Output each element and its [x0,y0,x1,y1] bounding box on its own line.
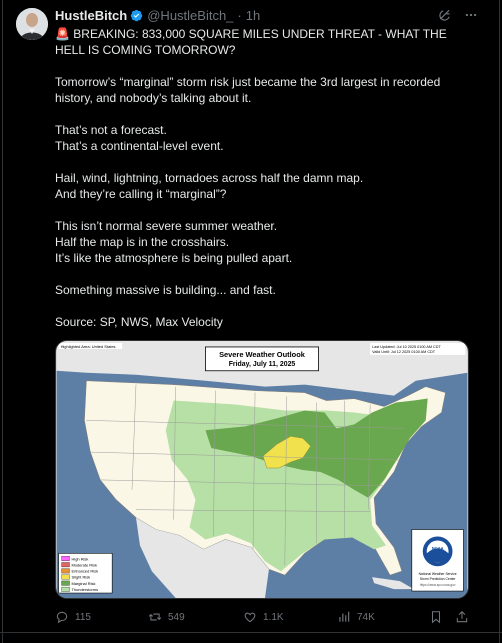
tweet-text-line: Hail, wind, lightning, tornadoes across half the damn map. [55,171,364,185]
heart-icon [243,610,257,624]
tweet-text-line: It’s like the atmosphere is being pulled apart. [55,251,293,265]
grok-icon[interactable] [438,8,452,22]
timestamp[interactable]: 1h [245,7,261,23]
views-icon [337,610,351,624]
reply-count: 115 [75,611,91,623]
tweet-text-line: 🚨 BREAKING: 833,000 SQUARE MILES UNDER THREAT - WHAT THE [55,27,447,41]
repost-count: 549 [168,611,185,623]
outlook-title: Severe Weather Outlook [219,349,305,359]
tweet-text-line: HELL IS COMING TOMORROW? [55,43,236,57]
legend-label: Slight Risk [71,574,91,580]
more-icon[interactable] [464,8,478,22]
handle[interactable]: @HustleBitch_ [147,7,234,23]
tweet-text-line: Something massive is building... and fast. [55,283,276,297]
header-actions [438,8,478,22]
last-updated: Last Updated: Jul 10 2025 0100 AM CDT [372,344,441,349]
display-name[interactable]: HustleBitch [55,7,128,23]
tweet-text-line: That’s a continental-level event. [55,139,224,153]
legend-label: Enhanced Risk [71,568,99,574]
tweet-media-image[interactable] [55,340,469,599]
paragraph-gap [55,202,470,218]
legend-label: Moderate Risk [71,562,97,568]
noaa-logo-box [412,530,464,592]
outlook-date: Friday, July 11, 2025 [228,360,296,368]
tweet-text-line: That’s not a forecast. [55,123,167,137]
avatar[interactable] [16,8,48,40]
agency-line3: https://www.spc.noaa.gov [419,583,456,588]
tweet-text-line: Tomorrow’s “marginal” storm risk just became the 3rd largest in recorded [55,75,441,89]
bookmark-icon [429,610,443,624]
agency-line2: Storm Prediction Center [419,577,456,582]
views-button[interactable] [337,610,375,624]
valid-until: Valid Until: Jul 12 2025 0100 AM CDT [372,349,436,354]
bookmark-button[interactable] [429,610,443,624]
tweet-text-line: Half the map is in the crosshairs. [55,235,230,249]
reply-button[interactable] [55,610,91,624]
tweet-divider [0,632,502,633]
risk-legend [59,553,113,593]
header-separator: · [237,7,242,23]
repost-button[interactable] [148,610,185,624]
paragraph-gap [55,154,470,170]
paragraph-gap [55,266,470,282]
tweet-content [55,6,470,330]
repost-icon [148,610,162,624]
share-button[interactable] [455,610,469,624]
updated-box [370,343,465,355]
tweet-text-line: And they’re calling it “marginal”? [55,187,227,201]
severe-weather-outlook-map [56,341,468,598]
share-icon [455,610,469,624]
noaa-logo-text: NOAA [431,545,444,551]
tweet-text-line: history, and nobody’s talking about it. [55,91,252,105]
header-label-box [59,343,123,349]
avatar-image [16,8,48,40]
tweet-text-line: This isn’t normal severe summer weather. [55,219,278,233]
legend-swatch [62,575,70,579]
reply-icon [55,610,69,624]
like-button[interactable] [243,610,284,624]
tweet-text [55,26,470,330]
tweet-header [55,6,470,24]
legend-swatch [62,581,70,585]
legend-label: Marginal Risk [71,580,96,586]
paragraph-gap [55,58,470,74]
legend-label: High Risk [71,556,89,562]
highlighted-area-label: Highlighted Area: United States [60,343,116,349]
verified-badge-icon [130,9,143,22]
legend-swatch [62,556,70,560]
agency-line1: National Weather Service [418,572,457,577]
paragraph-gap [55,298,470,314]
legend-swatch [62,587,70,591]
outlook-title-box [205,347,318,371]
legend-label: Thunderstorms [71,587,99,593]
legend-swatch [62,562,70,566]
paragraph-gap [55,106,470,122]
tweet-text-line: Source: SP, NWS, Max Velocity [55,315,223,329]
tweet-actions [55,608,470,626]
legend-swatch [62,569,70,573]
like-count: 1.1K [263,611,284,623]
views-count: 74K [357,611,375,623]
